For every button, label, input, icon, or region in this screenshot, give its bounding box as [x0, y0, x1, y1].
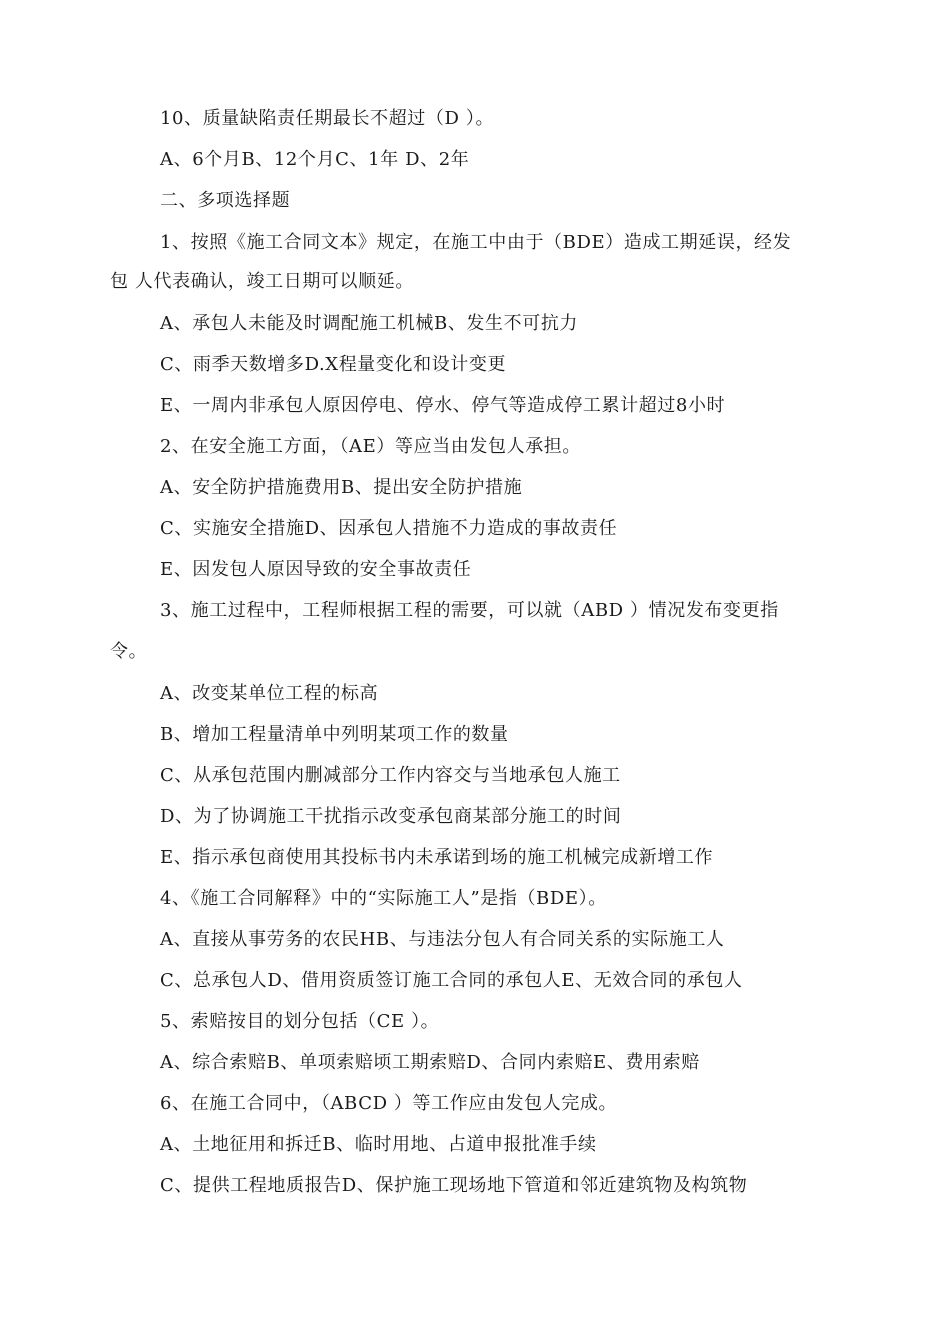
mc-question-2-option-e: E、因发包人原因导致的安全事故责任: [160, 559, 472, 580]
mc-question-5-options: A、综合索赔B、单项索赔顷工期索赔D、合同内索赔E、费用索赔: [160, 1052, 700, 1073]
mc-question-3: 3、施工过程中，工程师根据工程的需要，可以就（ABD ）情况发布变更指: [160, 600, 779, 621]
mc-question-6: 6、在施工合同中，（ABCD ）等工作应由发包人完成。: [160, 1093, 618, 1114]
mc-question-5: 5、索赔按目的划分包括（CE ）。: [160, 1011, 440, 1032]
mc-question-1-continued: 包 人代表确认，竣工日期可以顺延。: [110, 271, 414, 292]
mc-question-1: 1、按照《施工合同文本》规定，在施工中由于（BDE）造成工期延误，经发: [160, 232, 792, 253]
mc-question-3-option-d: D、为了协调施工干扰指示改变承包商某部分施工的时间: [160, 806, 622, 827]
question-10: 10、质量缺陷责任期最长不超过（D ）。: [160, 108, 495, 129]
mc-question-3-option-a: A、改变某单位工程的标高: [160, 683, 379, 704]
mc-question-1-option-cd: C、雨季天数增多D.X程量变化和设计变更: [160, 354, 507, 375]
mc-question-3-option-e: E、指示承包商使用其投标书内未承诺到场的施工机械完成新增工作: [160, 847, 714, 868]
mc-question-3-option-c: C、从承包范围内删减部分工作内容交与当地承包人施工: [160, 765, 621, 786]
section-heading: 二、多项选择题: [160, 190, 291, 211]
mc-question-4: 4、《施工合同解释》中的“实际施工人”是指（BDE）。: [160, 888, 607, 909]
mc-question-4-option-cde: C、总承包人D、借用资质签订施工合同的承包人E、无效合同的承包人: [160, 970, 743, 991]
mc-question-6-option-cd: C、提供工程地质报告D、保护施工现场地下管道和邻近建筑物及构筑物: [160, 1175, 748, 1196]
question-10-options: A、6个月B、12个月C、1年 D、2年: [160, 149, 470, 170]
mc-question-1-option-ab: A、承包人未能及时调配施工机械B、发生不可抗力: [160, 313, 579, 334]
mc-question-2-option-cd: C、实施安全措施D、因承包人措施不力造成的事故责任: [160, 518, 618, 539]
mc-question-6-option-ab: A、土地征用和拆迁B、临时用地、占道申报批准手续: [160, 1134, 597, 1155]
mc-question-4-option-ab: A、直接从事劳务的农民HB、与违法分包人有合同关系的实际施工人: [160, 929, 725, 950]
mc-question-3-continued: 令。: [110, 641, 148, 662]
mc-question-3-option-b: B、增加工程量清单中列明某项工作的数量: [160, 724, 509, 745]
mc-question-1-option-e: E、一周内非承包人原因停电、停水、停气等造成停工累计超过8小时: [160, 395, 726, 416]
mc-question-2: 2、在安全施工方面，（AE）等应当由发包人承担。: [160, 436, 581, 457]
mc-question-2-option-ab: A、安全防护措施费用B、提出安全防护措施: [160, 477, 523, 498]
